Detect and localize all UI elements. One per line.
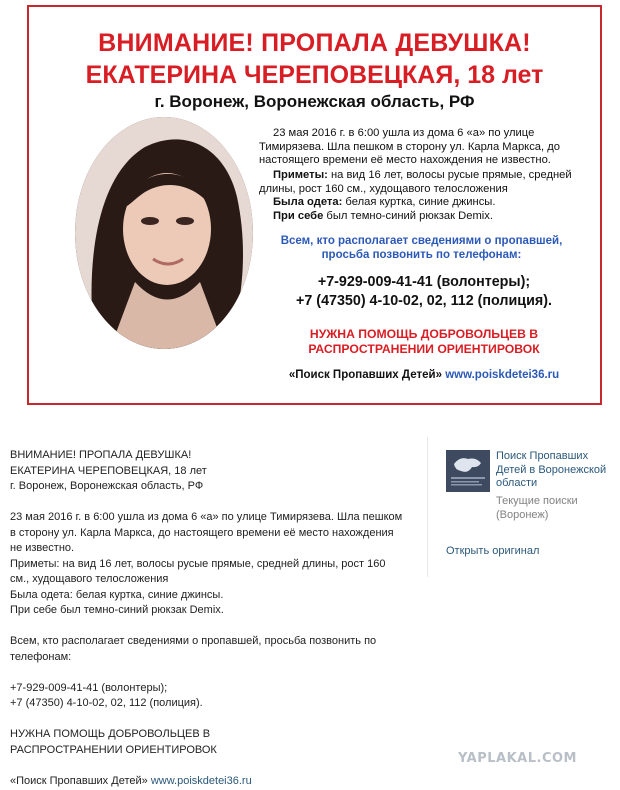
- post-call-line: Всем, кто располагает сведениями о пропавшей, просьба позвонить по: [10, 635, 377, 647]
- missing-person-poster[interactable]: [27, 5, 602, 405]
- post-story-line: в сторону ул. Карла Маркса, до настоящего времени её место нахождения: [10, 526, 394, 539]
- watermark: YAPLAKAL.COM: [458, 751, 577, 766]
- post-title-name: ЕКАТЕРИНА ЧЕРЕПОВЕЦКАЯ, 18 лет: [10, 464, 207, 477]
- post-story-line: не известно.: [10, 542, 75, 554]
- poster-title-name: ЕКАТЕРИНА ЧЕРЕПОВЕЦКАЯ, 18 лет: [85, 61, 544, 89]
- poster-help-request: НУЖНА ПОМОЩЬ ДОБРОВОЛЬЦЕВ В РАСПРОСТРАНЕНИИ ОРИЕНТИРОВОК: [308, 327, 540, 356]
- post-signs-line: см., худощавого телосложения: [10, 573, 169, 585]
- post-clothes: Была одета: белая куртка, синие джинсы.: [10, 588, 224, 601]
- poster-title-attention: ВНИМАНИЕ! ПРОПАЛА ДЕВУШКА!: [98, 29, 531, 57]
- sidebar-divider: [427, 437, 428, 577]
- poster-description: Приметы: на вид 16 лет, волосы русые прямые, средней длины, рост 160 см., худощавого телосложения Была одета: белая куртка, синие джинсы. При себе был темно-синий рюкзак Demix.: [259, 169, 572, 222]
- post-story-line: 23 мая 2016 г. в 6:00 ушла из дома 6 «а» по улице Тимирязева. Шла пешком: [10, 511, 403, 523]
- post-signs-line: Приметы: на вид 16 лет, волосы русые прямые, средней длины, рост 160: [10, 557, 386, 570]
- poster-location: г. Воронеж, Воронежская область, РФ: [154, 92, 475, 111]
- girl-photo: [75, 117, 253, 349]
- post-help-line: РАСПРОСТРАНЕНИИ ОРИЕНТИРОВОК: [10, 743, 217, 756]
- post-call-line: телефонам:: [10, 650, 72, 663]
- group-logo[interactable]: [446, 450, 490, 492]
- post-title-attention: ВНИМАНИЕ! ПРОПАЛА ДЕВУШКА!: [10, 449, 192, 461]
- poster-phones: +7-929-009-41-41 (волонтеры); +7 (47350) 4-10-02, 02, 112 (полиция).: [296, 274, 552, 309]
- poster-footer: «Поиск Пропавших Детей» www.poiskdetei36.ru: [288, 369, 560, 381]
- post-phone-volunteers: +7-929-009-41-41 (волонтеры);: [10, 681, 168, 694]
- post-phone-police: +7 (47350) 4-10-02, 02, 112 (полиция).: [10, 697, 203, 709]
- album-name: Текущие поиски (Воронеж): [496, 495, 578, 521]
- group-name-link[interactable]: Поиск Пропавших Детей в Воронежской области: [496, 450, 607, 489]
- poster-call-to-action: Всем, кто располагает сведениями о пропавшей, просьба позвонить по телефонам:: [280, 235, 563, 261]
- post-text: [10, 448, 410, 789]
- post-bag: При себе был темно-синий рюкзак Demix.: [10, 604, 224, 616]
- post-location: г. Воронеж, Воронежская область, РФ: [10, 480, 204, 492]
- poster-story: 23 мая 2016 г. в 6:00 ушла из дома 6 «а» по улице Тимирязева. Шла пешком в сторону ул. Карла Маркса, до настоящего времени её место нахождения не известно.: [259, 127, 560, 167]
- open-original-link[interactable]: Открыть оригинал: [446, 545, 540, 557]
- post-site-link[interactable]: www.poiskdetei36.ru: [150, 774, 252, 787]
- post-footer: «Поиск Пропавших Детей» www.poiskdetei36.ru: [10, 774, 252, 787]
- post-help-line: НУЖНА ПОМОЩЬ ДОБРОВОЛЬЦЕВ В: [10, 728, 211, 740]
